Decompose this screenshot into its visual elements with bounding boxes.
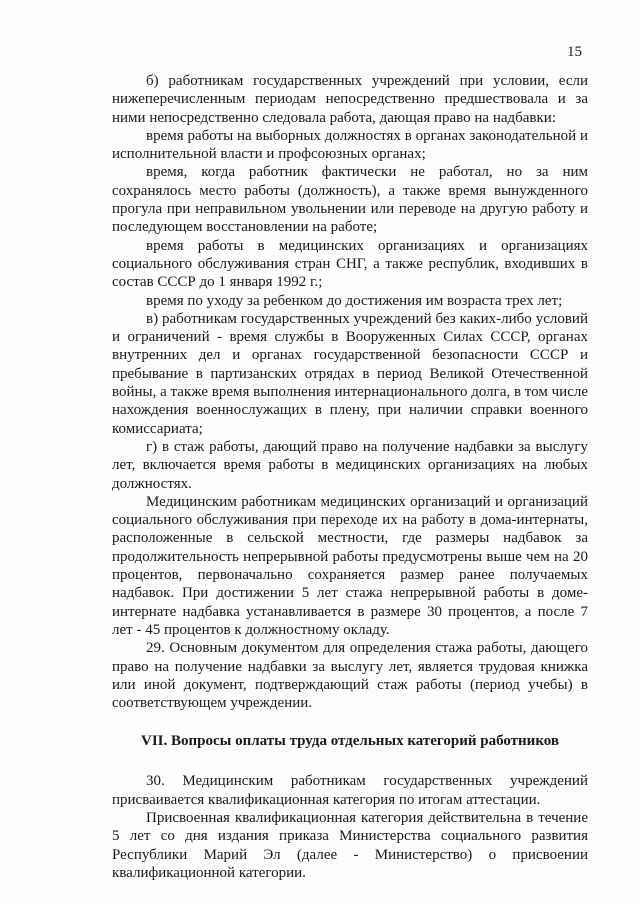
paragraph: б) работникам государственных учреждений при условии, если нижеперечисленным периодам непосредственно предшествовала и за ними непосредственно следовала работа, дающая право на надбавки: (112, 73, 588, 126)
paragraph: Медицинским работникам медицинских организаций и организаций социального обслуживания при переходе их на работу в дома-интернаты, расположенные в сельской местности, где размеры надбавок за продолжительность непрерывной работы предусмотрены выше чем на 20 процентов, первоначально сохраняется размер ранее получаемых надбавок. При достижении 5 лет стажа непрерывной работы в доме-интернате надбавка устанавливается в размере 30 процентов, а после 7 лет - 45 процентов к должностному окладу. (112, 493, 588, 638)
paragraph: Присвоенная квалификационная категория действительна в течение 5 лет со дня издания приказа Министерства социального развития Республики Марий Эл (далее - Министерство) о присвоении квалификационной категории. (112, 809, 588, 881)
paragraph: в) работникам государственных учреждений без каких-либо условий и ограничений - время службы в Вооруженных Силах СССР, органах внутренних дел и органах государственной безопасности СССР и пребывание в партизанских отрядах в период Великой Отечественной войны, а также время выполнения интернационального долга, в том числе нахождения военнослужащих в плену, при наличии справки военного комиссариата; (112, 310, 588, 437)
paragraph: время работы на выборных должностях в органах законодательной и исполнительной власти и профсоюзных органах; (112, 127, 588, 163)
paragraph: 29. Основным документом для определения стажа работы, дающего право на получение надбавки за выслугу лет, является трудовая книжка или иной документ, подтверждающий стаж работы (период учебы) в соответствующем учреждении. (112, 640, 588, 712)
section-heading: VII. Вопросы оплаты труда отдельных категорий работников (140, 733, 559, 750)
paragraph: 30. Медицинским работникам государственных учреждений присваивается квалификационная категория по итогам аттестации. (112, 773, 588, 808)
page-number: 15 (567, 44, 582, 60)
paragraph: время, когда работник фактически не работал, но за ним сохранялось место работы (должность), а также время вынужденного прогула при неправильном увольнении или переводе на другую работу и последующем восстановлении на работе; (112, 164, 588, 236)
paragraph: время по уходу за ребенком до достижения им возраста трех лет; (146, 292, 563, 309)
paragraph: г) в стаж работы, дающий право на получение надбавки за выслугу лет, включается время работы в медицинских организациях на любых должностях. (112, 438, 588, 492)
paragraph: время работы в медицинских организациях и организациях социального обслуживания стран СНГ, а также республик, входивших в состав СССР до 1 января 1992 г.; (112, 237, 588, 291)
document-body (112, 72, 588, 882)
